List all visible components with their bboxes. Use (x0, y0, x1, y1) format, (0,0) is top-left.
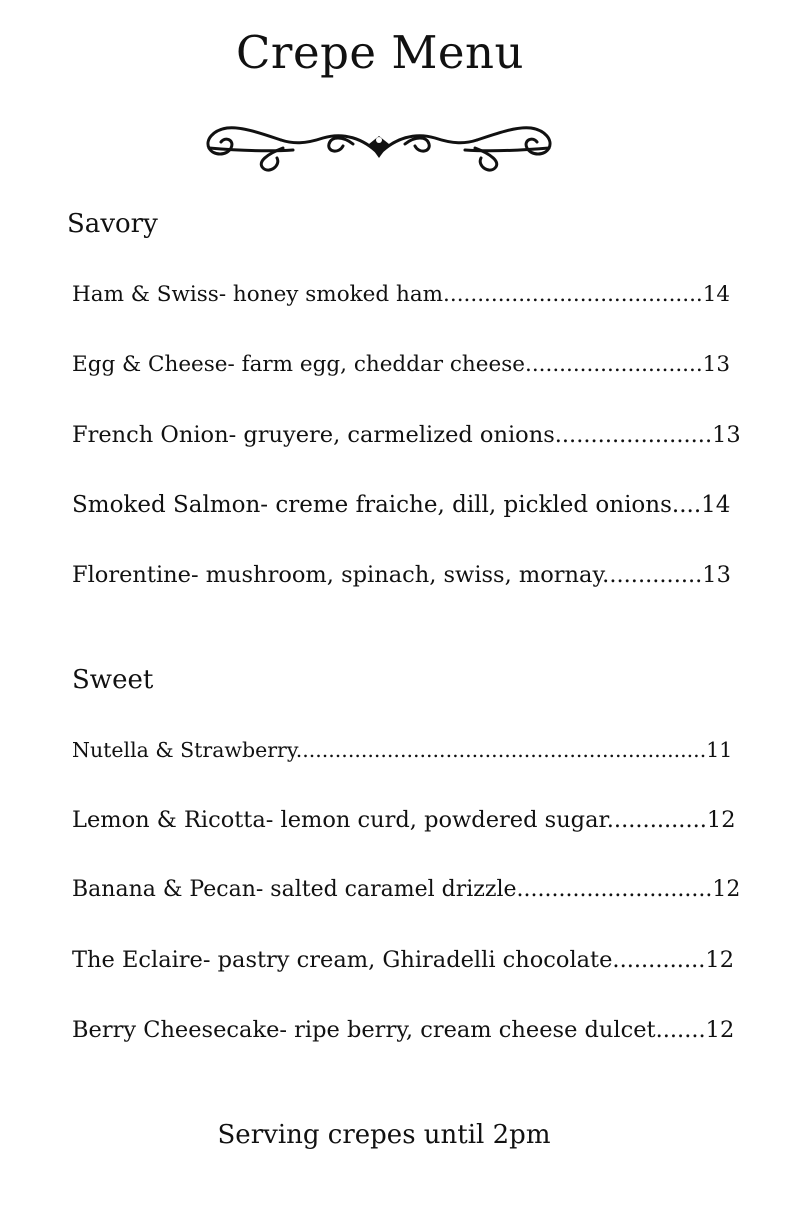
savory-item-smoked-salmon: Smoked Salmon- creme fraiche, dill, pickled onions....14 (72, 492, 731, 518)
sweet-item-eclaire: The Eclaire- pastry cream, Ghiradelli chocolate.............12 (72, 947, 735, 973)
scroll-ornament-icon (193, 96, 565, 198)
savory-item-french-onion: French Onion- gruyere, carmelized onions......................13 (72, 422, 741, 448)
sweet-item-nutella-strawberry: Nutella & Strawberry...............................................................11 (72, 738, 733, 762)
savory-item-egg-cheese: Egg & Cheese- farm egg, cheddar cheese..........................13 (72, 352, 731, 377)
sweet-item-berry-cheesecake: Berry Cheesecake- ripe berry, cream cheese dulcet.......12 (72, 1017, 735, 1043)
sweet-item-banana-pecan: Banana & Pecan- salted caramel drizzle............................12 (72, 877, 741, 902)
savory-item-ham-swiss: Ham & Swiss- honey smoked ham......................................14 (72, 282, 731, 307)
serving-hours-footer: Serving crepes until 2pm (217, 1120, 551, 1150)
sweet-item-lemon-ricotta: Lemon & Ricotta- lemon curd, powdered sugar..............12 (72, 807, 736, 833)
savory-item-florentine: Florentine- mushroom, spinach, swiss, mornay..............13 (72, 562, 731, 588)
savory-heading: Savory (67, 209, 158, 239)
sweet-heading: Sweet (72, 665, 154, 695)
menu-title: Crepe Menu (236, 26, 524, 79)
